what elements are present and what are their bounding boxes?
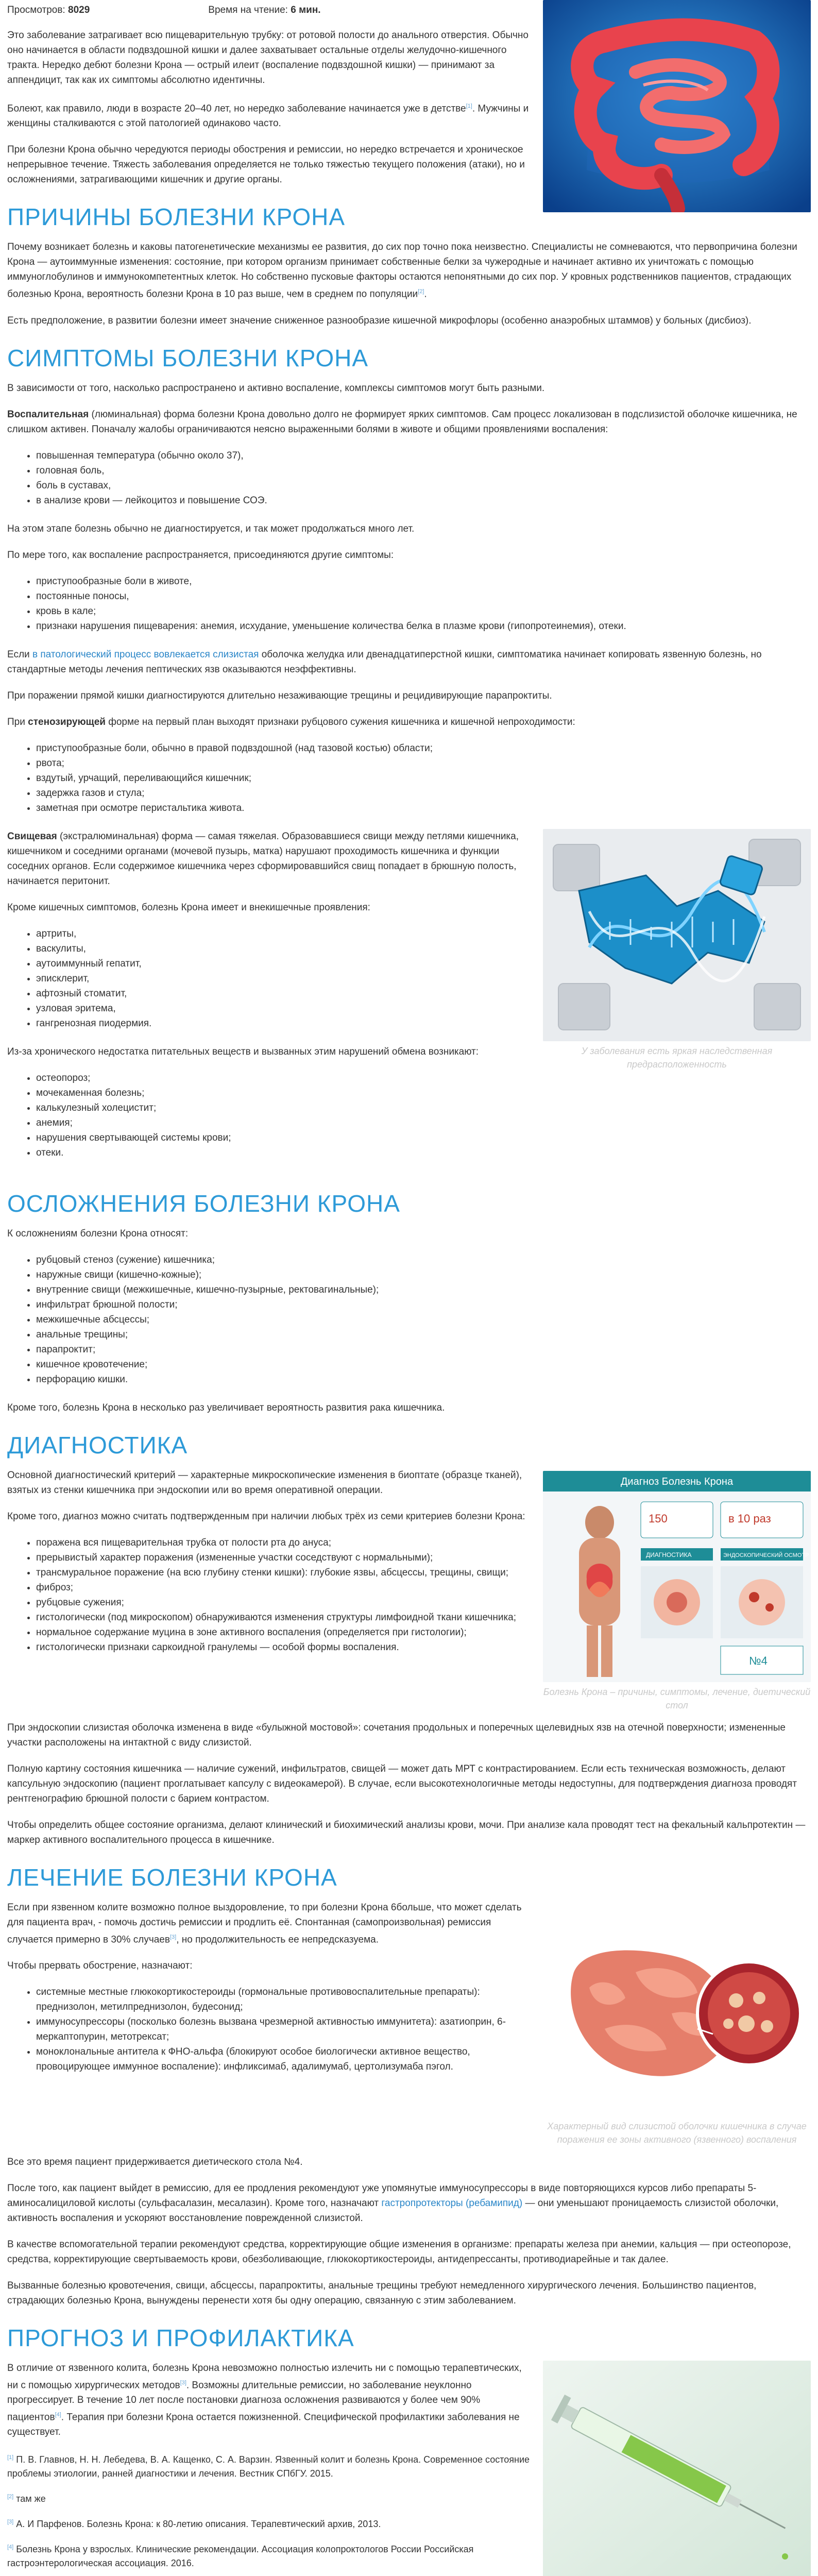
causes-paragraph-2: Есть предположение, в развитии болезни имеет значение сниженное разнообразие кишечной микрофлоры (особенно анаэробных штаммов) у больных (дисбиоз).	[7, 315, 752, 326]
list-item: • гангренозная пиодермия.	[36, 1016, 811, 1031]
list-item: • гистологически признаки саркоидной гранулемы — особой формы воспаления.	[36, 1640, 811, 1655]
read-time: Время на чтение: 6 мин.	[208, 5, 321, 15]
views-counter: Просмотров: 8029	[7, 5, 90, 15]
complications-paragraph-2: Кроме того, болезнь Крона в несколько раз увеличивает вероятность развития рака кишечника.	[7, 1402, 445, 1413]
list-item: • парапроктит;	[36, 1342, 811, 1357]
stenosis-symptoms-list	[7, 741, 811, 816]
treatment-paragraph-1: Если при язвенном колите возможно полное выздоровление, то при болезни Крона 6больше, что может сделать для пациента врач, - помочь достичь ремиссии и продлить её. Спонтанная (самопроизвольная) ремиссия случается примерно в 30% случаев[3], но продолжительность ее непредсказуема.	[7, 1902, 522, 1945]
mucosa-figure	[543, 1900, 811, 2146]
footnote-ref[interactable]: [3]	[180, 2379, 186, 2386]
list-item: • аутоиммунный гепатит,	[36, 956, 811, 971]
list-item: • задержка газов и стула;	[36, 786, 811, 801]
reference-item: [3] А. И Парфенов. Болезнь Крона: к 80-летию описания. Терапевтический архив, 2013.	[7, 2519, 381, 2530]
causes-paragraph-1: Почему возникает болезнь и каковы патогенетические механизмы ее развития, до сих пор точно пока неизвестно. Специалисты не сомневаются, что первопричина болезни Крона — аутоиммунные изменения: состояние, при котором организм принимает собственные белки за чужеродные и начинает активно их уничтожать с помощью иммуноглобулинов и иммунокомпетентных клеток. Но собственно пусковые факторы остаются непонятными до сих пор. У кровных родственников пациентов, страдающих болезнью Крона, вероятность болезни Крона в 10 раз выше, чем в среднем по популяции[2].	[7, 242, 797, 300]
intestines-figure	[543, 0, 811, 212]
infographic-figure	[543, 1471, 811, 1712]
list-item: • межкишечные абсцессы;	[36, 1312, 811, 1327]
list-item: • приступообразные боли, обычно в правой подвздошной (над тазовой костью) области;	[36, 741, 811, 756]
treatment-paragraph-3: Все это время пациент придерживается диетического стола №4.	[7, 2156, 303, 2167]
figure-caption: Характерный вид слизистой оболочки кишечника в случае поражения ее зоны активного (язвенного) воспаления	[547, 2121, 807, 2145]
reference-item: [1] П. В. Главнов, Н. Н. Лебедева, В. А. Кащенко, С. А. Варзин. Язвенный колит и болезнь Крона. Современное состояние проблемы этиологии, ранней диагностики и лечения. Вестник СПбГУ. 2015.	[7, 2454, 530, 2479]
list-item: • рубцовые сужения;	[36, 1595, 811, 1610]
infographic-stat-3: №4	[749, 1654, 768, 1667]
list-item: • узловая эритема,	[36, 1001, 811, 1016]
treatment-paragraph-4: После того, как пациент выйдет в ремиссию, для ее продления рекомендуют уже упомянутые иммуносупрессоры в виде повторяющихся курсов либо препараты 5-аминосалициловой кислоты (сульфасалазин, месалазин). Кроме того, назначают гастропротекторы (ребамипид) — они уменьшают проницаемость слизистой оболочки, активность воспаления и ускоряют восстановление поврежденной слизистой.	[7, 2182, 779, 2224]
intro-paragraph-3: При болезни Крона обычно чередуются периоды обострения и ремиссии, но нередко встречается и хроническое непрерывное течение. Тяжесть заболевания определяется не только тяжестью текущего положения (атаки), но и осложнениями, затрагивающими кишечник и другие органы.	[7, 144, 525, 185]
list-item: • признаки нарушения пищеварения: анемия, исхудание, уменьшение количества белка в плазме крови (гипопротеинемия), отеки.	[36, 619, 811, 634]
list-item: • рубцовый стеноз (сужение) кишечника;	[36, 1252, 811, 1267]
diagnostics-paragraph-5: Чтобы определить общее состояние организма, делают клинический и биохимический анализы крови, мочи. При анализе кала проводят тест на фекальный кальпротектин — маркер активного воспалительного процесса в кишечнике.	[7, 1819, 806, 1845]
syringe-image	[543, 2361, 811, 2576]
complications-list	[7, 1252, 811, 1387]
list-item: • головная боль,	[36, 463, 811, 478]
list-item: • приступообразные боли в животе,	[36, 574, 811, 589]
symptoms-paragraph-8: Из-за хронического недостатка питательных веществ и вызванных этим нарушений обмена возникают:	[7, 1046, 479, 1057]
progression-symptoms-list	[7, 574, 811, 634]
symptoms-paragraph-1: В зависимости от того, насколько распространено и активно воспаление, комплексы симптомов могут быть разными.	[7, 382, 545, 394]
infographic-title: Диагноз Болезнь Крона	[620, 1476, 734, 1487]
causes-heading: ПРИЧИНЫ БОЛЕЗНИ КРОНА	[7, 204, 346, 231]
list-item: • вздутый, урчащий, переливающийся кишечник;	[36, 771, 811, 786]
diagnostics-heading: ДИАГНОСТИКА	[7, 1431, 188, 1459]
gastroprotectors-link[interactable]: гастропротекторы (ребамипид)	[381, 2197, 523, 2209]
dna-puzzle-figure	[543, 829, 811, 1071]
footnote-ref[interactable]: [2]	[418, 289, 424, 295]
list-item: • калькулезный холецистит;	[36, 1100, 811, 1115]
symptoms-paragraph-4: Если в патологический процесс вовлекается слизистая оболочка желудка или двенадцатиперстной кишки, симптоматика начинает копировать язвенную болезнь, но стандартные методы лечения пептических язв оказываются неэффективны.	[7, 649, 762, 675]
complications-heading: ОСЛОЖНЕНИЯ БОЛЕЗНИ КРОНА	[7, 1190, 400, 1217]
infographic-image	[543, 1471, 811, 1682]
list-item: • прерывистый характер поражения (измененные участки соседствуют с нормальными);	[36, 1550, 811, 1565]
reference-item: [4] Болезнь Крона у взрослых. Клинические рекомендации. Ассоциация колопроктологов России Российская гастроэнтерологическая ассоциация. 2016.	[7, 2544, 474, 2569]
symptoms-paragraph-2: На этом этапе болезнь обычно не диагностируется, и так может продолжаться много лет.	[7, 523, 415, 534]
list-item: • кровь в кале;	[36, 604, 811, 619]
list-item: • инфильтрат брюшной полости;	[36, 1297, 811, 1312]
fistula-form-paragraph: Свищевая (экстралюминальная) форма — самая тяжелая. Образовавшиеся свищи между петлями кишечника, кишечником и соседними органами (мочевой пузырь, матка) нарушают проходимость кишечника и функции соседних органов. Если содержимое кишечника через сформировавшийся свищ попадает в брюшную полость, начинается перитонит.	[7, 831, 519, 887]
list-item: • боль в суставах,	[36, 478, 811, 493]
list-item: • перфорацию кишки.	[36, 1372, 811, 1387]
intro-paragraph-2: Болеют, как правило, люди в возрасте 20–40 лет, но нередко заболевание начинается уже в детстве[1]. Мужчины и женщины сталкиваются с этой патологией одинаково часто.	[7, 103, 529, 129]
treatment-paragraph-2: Чтобы прервать обострение, назначают:	[7, 1960, 193, 1971]
figure-caption: У заболевания есть яркая наследственная предрасположенность	[581, 1045, 773, 1070]
reference-item: [2] там же	[7, 2494, 46, 2504]
footnote-ref[interactable]: [1]	[466, 103, 472, 109]
symptoms-paragraph-5: При поражении прямой кишки диагностируются длительно незаживающие трещины и рецидивирующие парапроктиты.	[7, 690, 552, 701]
list-item: • заметная при осмотре перистальтика живота.	[36, 801, 811, 816]
mucosa-image	[543, 1900, 811, 2116]
intestines-image	[543, 0, 811, 212]
infographic-stat-2: в 10 раз	[728, 1512, 771, 1525]
list-item: • постоянные поносы,	[36, 589, 811, 604]
prognosis-paragraph-1: В отличие от язвенного колита, болезнь Крона невозможно полностью излечить ни с помощью терапевтических, ни с помощью хирургических методов[3]. Возможны длительные ремиссии, но заболевание неуклонно прогрессирует. В течение 10 лет после постановки диагноза осложнения развиваются у более чем 90% пациентов[4]. Терапия при болезни Крона остается пожизненной. Специфической профилактики заболевания не существует.	[7, 2362, 522, 2438]
list-item: • нарушения свертывающей системы крови;	[36, 1130, 811, 1145]
footnote-ref[interactable]: [4]	[55, 2411, 61, 2418]
treatment-paragraph-5: В качестве вспомогательной терапии рекомендуют средства, корректирующие общие изменения в организме: препараты железа при анемии, кальция — при остеопорозе, средства, корректирующие свертываемость крови, обезболивающие, глюкокортикостероиды, антидепрессанты, противодиарейные и так далее.	[7, 2239, 791, 2265]
infographic-sub-2: ЭНДОСКОПИЧЕСКИЙ ОСМОТР	[723, 1552, 809, 1558]
diagnostics-paragraph-3: При эндоскопии слизистая оболочка изменена в виде «булыжной мостовой»: сочетания продольных и поперечных щелевидных язв на отечной поверхности; измененные участки расположены на интактной с виду слизистой.	[7, 1722, 786, 1748]
metabolic-list	[7, 1071, 811, 1160]
list-item: • мочекаменная болезнь;	[36, 1086, 811, 1100]
treatment-paragraph-6: Вызванные болезнью кровотечения, свищи, абсцессы, парапроктиты, анальные трещины требуют немедленного хирургического лечения. Большинство пациентов, страдающих болезнью Крона, вынуждены перенести хотя бы одну операцию, связанную с этим заболеванием.	[7, 2280, 757, 2306]
symptoms-paragraph-7: Кроме кишечных симптомов, болезнь Крона имеет и внекишечные проявления:	[7, 902, 370, 913]
infographic-sub-1: ДИАГНОСТИКА	[646, 1551, 692, 1558]
dna-puzzle-image	[543, 829, 811, 1041]
intro-paragraph-1: Это заболевание затрагивает всю пищеварительную трубку: от ротовой полости до анального отверстия. Обычно оно начинается в области подвздошной кишки и далее захватывает остальные отделы желудочно-кишечного тракта. Нередко дебют болезни Крона — острый илеит (воспаление подвздошной кишки) — принимают за аппендицит, так как их симптомы абсолютно идентичны.	[7, 30, 529, 86]
list-item: • васкулиты,	[36, 941, 811, 956]
symptoms-paragraph-6: При стенозирующей форме на первый план выходят признаки рубцового сужения кишечника и кишечной непроходимости:	[7, 716, 575, 727]
list-item: • анемия;	[36, 1115, 811, 1130]
diagnostics-paragraph-1: Основной диагностический критерий — характерные микроскопические изменения в биоптате (образце тканей), взятых из стенки кишечника при эндоскопии или во время оперативной операции.	[7, 1469, 522, 1496]
inflammatory-symptoms-list	[7, 448, 811, 508]
list-item: • в анализе крови — лейкоцитоз и повышение СОЭ.	[36, 493, 811, 508]
mucosa-link[interactable]: в патологический процесс вовлекается слизистая	[32, 649, 259, 660]
syringe-figure	[543, 2361, 811, 2576]
list-item: • моноклональные антитела к ФНО-альфа (блокируют особое биологически активное вещество, провоцирующее иммунное воспаление): инфликсимаб, адалимумаб, цертолизумаба пэгол.	[36, 2044, 811, 2074]
list-item: • наружные свищи (кишечно-кожные);	[36, 1267, 811, 1282]
list-item: • внутренние свищи (межкишечные, кишечно-пузырные, ректовагинальные);	[36, 1282, 811, 1297]
list-item: • поражена вся пищеварительная трубка от полости рта до ануса;	[36, 1535, 811, 1550]
list-item: • анальные трещины;	[36, 1327, 811, 1342]
list-item: • иммуносупрессоры (посколько болезнь вызвана чрезмерной активностью иммунитета): азатиоприн, 6-меркаптопурин, метотрексат;	[36, 2014, 811, 2044]
list-item: • кишечное кровотечение;	[36, 1357, 811, 1372]
infographic-stat-1: 150	[649, 1512, 668, 1525]
list-item: • артриты,	[36, 926, 811, 941]
list-item: • фиброз;	[36, 1580, 811, 1595]
list-item: • эписклерит,	[36, 971, 811, 986]
list-item: • трансмуральное поражение (на всю глубину стенки кишки): глубокие язвы, абсцессы, трещины, свищи;	[36, 1565, 811, 1580]
symptoms-heading: СИМПТОМЫ БОЛЕЗНИ КРОНА	[7, 344, 369, 371]
diagnostics-paragraph-4: Полную картину состояния кишечника — наличие сужений, инфильтратов, свищей — может дать МРТ с контрастированием. Если есть техническая возможность, делают капсульную эндоскопию (пациент проглатывает капсулу с видеокамерой). В случае, если высокотехнологичные методы недоступны, для подтверждения диагноза проводят рентгенографию брюшной полости с барием контрастом.	[7, 1763, 797, 1804]
prognosis-heading: ПРОГНОЗ И ПРОФИЛАКТИКА	[7, 2324, 354, 2351]
list-item: • повышенная температура (обычно около 37),	[36, 448, 811, 463]
figure-caption: Болезнь Крона – причины, симптомы, лечение, диетический стол	[543, 1686, 811, 1710]
list-item: • гистологически (под микроскопом) обнаруживаются изменения структуры лимфоидной ткани кишечника;	[36, 1610, 811, 1625]
treatment-heading: ЛЕЧЕНИЕ БОЛЕЗНИ КРОНА	[7, 1863, 337, 1891]
footnote-ref[interactable]: [3]	[169, 1934, 177, 1940]
list-item: • афтозный стоматит,	[36, 986, 811, 1001]
inflammatory-form-paragraph: Воспалительная (люминальная) форма болезни Крона довольно долго не формирует ярких симптомов. Сам процесс локализован в подслизистой оболочке кишечника, не слишком активен. Поначалу жалобы ограничиваются неясно выраженными болями в животе и общими проявлениями воспаления:	[7, 409, 797, 435]
symptoms-paragraph-3: По мере того, как воспаление распространяется, присоединяются другие симптомы:	[7, 549, 394, 561]
complications-paragraph-1: К осложнениям болезни Крона относят:	[7, 1228, 189, 1239]
list-item: • отеки.	[36, 1145, 811, 1160]
list-item: • нормальное содержание муцина в зоне активного воспаления (определяется при гистологии);	[36, 1625, 811, 1640]
diagnostics-paragraph-2: Кроме того, диагноз можно считать подтвержденным при наличии любых трёх из семи критериев болезни Крона:	[7, 1511, 525, 1522]
list-item: • остеопороз;	[36, 1071, 811, 1086]
list-item: • рвота;	[36, 756, 811, 771]
list-item: • системные местные глюкокортикостероиды (гормональные противовоспалительные препараты): преднизолон, метилпреднизолон, будесонид;	[36, 1985, 811, 2014]
